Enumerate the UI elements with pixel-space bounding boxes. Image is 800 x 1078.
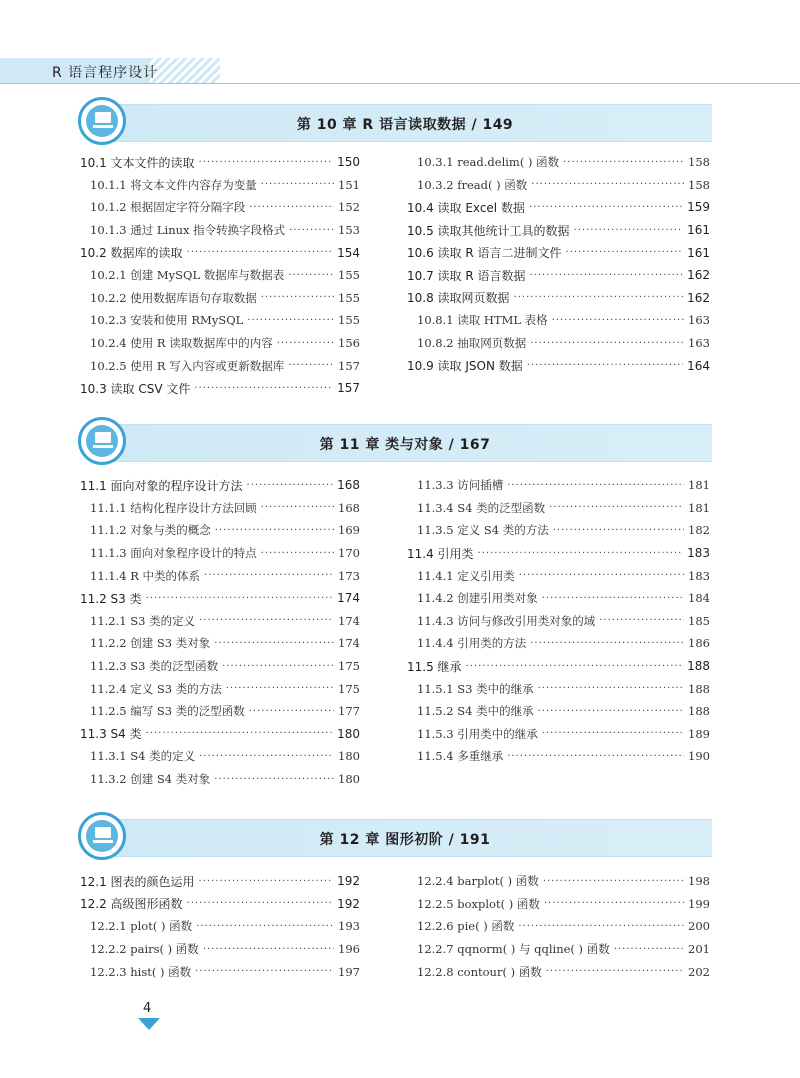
toc-entry	[407, 519, 710, 542]
toc-column-left	[80, 151, 360, 400]
toc-entry-page: 173	[338, 568, 360, 583]
toc-entry-title: 10.2.3 安装和使用 RMySQL	[90, 313, 244, 328]
toc-entry	[407, 354, 710, 377]
dot-leader	[466, 661, 684, 672]
toc-entry	[407, 915, 710, 938]
toc-entry-title: 12.2.3 hist( ) 函数	[90, 964, 192, 979]
dot-leader	[199, 876, 334, 887]
toc-entry-page: 174	[338, 613, 360, 628]
toc-entry-title: 10.1.3 通过 Linux 指令转换字段格式	[90, 223, 286, 238]
dot-leader	[553, 525, 684, 536]
dot-leader	[549, 502, 684, 513]
toc-entry-page: 150	[337, 155, 360, 170]
toc-entry-page: 177	[338, 704, 360, 719]
toc-entry-page: 196	[338, 942, 360, 957]
dot-leader	[146, 593, 333, 604]
toc-entry-title: 11.2.3 S3 类的泛型函数	[90, 659, 219, 674]
toc-entry-page: 189	[688, 726, 710, 741]
toc-entry	[407, 564, 710, 587]
toc-entry-page: 158	[688, 177, 710, 192]
dot-leader	[146, 728, 333, 739]
page-number: 4	[143, 1001, 152, 1016]
toc-entry-page: 157	[337, 381, 360, 396]
toc-entry	[80, 677, 360, 700]
dot-leader	[261, 502, 334, 513]
dot-leader	[261, 179, 334, 190]
dot-leader	[566, 247, 684, 258]
dot-leader	[599, 615, 684, 626]
toc-entry-page: 175	[338, 659, 360, 674]
toc-entry-title: 11.3.5 定义 S4 类的方法	[417, 523, 549, 538]
toc-entry-page: 154	[337, 245, 360, 260]
dot-leader	[195, 966, 334, 977]
computer-icon	[78, 97, 126, 145]
toc-entry-title: 10.3 读取 CSV 文件	[80, 381, 191, 396]
toc-entry	[407, 960, 710, 983]
toc-entry-title: 11.4.4 引用类的方法	[417, 636, 527, 651]
toc-entry-title: 11.4.1 定义引用类	[417, 568, 515, 583]
toc-entry-page: 188	[687, 659, 710, 674]
toc-entry-title: 10.6 读取 R 语言二进制文件	[407, 246, 562, 261]
toc-entry-title: 11.5.2 S4 类中的继承	[417, 704, 534, 719]
toc-entry-title: 12.2.1 plot( ) 函数	[90, 919, 193, 934]
toc-column-right	[407, 474, 710, 768]
dot-leader	[288, 360, 334, 371]
toc-entry	[80, 632, 360, 655]
toc-entry	[80, 564, 360, 587]
toc-entry-title: 10.2.5 使用 R 写入内容或更新数据库	[90, 358, 285, 373]
toc-entry-page: 152	[338, 200, 360, 215]
toc-entry-page: 186	[688, 636, 710, 651]
dot-leader	[199, 157, 334, 168]
dot-leader	[478, 548, 684, 559]
toc-entry-page: 181	[688, 500, 710, 515]
toc-entry-title: 12.2.2 pairs( ) 函数	[90, 942, 199, 957]
dot-leader	[542, 593, 684, 604]
toc-entry-page: 183	[688, 568, 710, 583]
toc-entry-page: 190	[688, 749, 710, 764]
toc-entry-title: 11.1.2 对象与类的概念	[90, 523, 211, 538]
toc-entry-title: 11.1.3 面向对象程序设计的特点	[90, 546, 257, 561]
toc-entry-page: 200	[688, 919, 710, 934]
toc-entry	[80, 264, 360, 287]
dot-leader	[261, 548, 334, 559]
toc-entry-title: 10.1.2 根据固定字符分隔字段	[90, 200, 246, 215]
toc-entry-title: 11.3.1 S4 类的定义	[90, 749, 196, 764]
toc-entry	[80, 174, 360, 197]
chapter-title: 第 10 章 R 语言读取数据 / 149	[296, 117, 514, 133]
toc-entry	[407, 474, 710, 497]
toc-entry	[80, 497, 360, 520]
toc-entry-page: 193	[338, 919, 360, 934]
toc-entry	[80, 196, 360, 219]
dot-leader	[546, 966, 684, 977]
toc-entry-page: 192	[337, 896, 360, 911]
dot-leader	[215, 525, 334, 536]
dot-leader	[552, 315, 684, 326]
toc-entry-title: 10.3.1 read.delim( ) 函数	[417, 155, 560, 170]
dot-leader	[530, 270, 684, 281]
toc-entry-title: 10.2.4 使用 R 读取数据库中的内容	[90, 336, 273, 351]
toc-entry-page: 182	[688, 523, 710, 538]
toc-entry	[80, 655, 360, 678]
toc-entry-page: 197	[338, 964, 360, 979]
toc-entry-title: 10.2 数据库的读取	[80, 246, 183, 261]
toc-entry	[407, 723, 710, 746]
toc-entry	[80, 745, 360, 768]
dot-leader	[538, 706, 684, 717]
toc-entry-title: 11.4.2 创建引用类对象	[417, 591, 538, 606]
toc-entry-title: 11.4 引用类	[407, 546, 474, 561]
dot-leader	[214, 638, 334, 649]
chapter-banner	[98, 424, 712, 462]
toc-entry	[80, 610, 360, 633]
toc-entry-page: 174	[338, 636, 360, 651]
toc-entry	[407, 497, 710, 520]
toc-entry-page: 202	[688, 964, 710, 979]
toc-entry	[80, 960, 360, 983]
toc-column-left	[80, 870, 360, 983]
dot-leader	[507, 480, 684, 491]
toc-entry	[80, 309, 360, 332]
toc-entry	[407, 287, 710, 310]
toc-entry-title: 10.5 读取其他统计工具的数据	[407, 223, 570, 238]
dot-leader	[514, 292, 684, 303]
toc-entry-page: 185	[688, 613, 710, 628]
book-title: R 语言程序设计	[52, 65, 159, 81]
dot-leader	[544, 898, 684, 909]
toc-entry	[80, 542, 360, 565]
toc-entry	[407, 745, 710, 768]
dot-leader	[507, 751, 684, 762]
toc-entry-title: 12.1 图表的颜色运用	[80, 874, 195, 889]
toc-entry-page: 155	[338, 313, 360, 328]
toc-entry-page: 162	[687, 290, 710, 305]
toc-entry-title: 11.5.1 S3 类中的继承	[417, 681, 534, 696]
toc-entry-title: 10.8.2 抽取网页数据	[417, 336, 527, 351]
toc-entry-page: 170	[338, 546, 360, 561]
toc-entry-page: 188	[688, 681, 710, 696]
dot-leader	[199, 751, 334, 762]
toc-entry-page: 180	[338, 749, 360, 764]
toc-entry-page: 157	[338, 358, 360, 373]
toc-entry	[407, 587, 710, 610]
toc-entry	[407, 677, 710, 700]
toc-entry-title: 11.1.1 结构化程序设计方法回顾	[90, 500, 257, 515]
toc-entry-title: 11.1.4 R 中类的体系	[90, 568, 201, 583]
toc-entry	[80, 700, 360, 723]
header-rule	[0, 83, 800, 84]
toc-entry-title: 11.1 面向对象的程序设计方法	[80, 478, 243, 493]
dot-leader	[247, 480, 334, 491]
toc-entry-title: 12.2.7 qqnorm( ) 与 qqline( ) 函数	[417, 942, 610, 957]
toc-entry-title: 10.7 读取 R 语言数据	[407, 268, 526, 283]
toc-entry	[80, 287, 360, 310]
toc-entry-title: 10.1 文本文件的读取	[80, 155, 195, 170]
toc-entry-title: 12.2.6 pie( ) 函数	[417, 919, 515, 934]
toc-entry-title: 11.3 S4 类	[80, 727, 142, 742]
toc-entry	[80, 723, 360, 746]
dot-leader	[214, 774, 334, 785]
toc-entry-page: 180	[337, 726, 360, 741]
toc-entry-title: 12.2.5 boxplot( ) 函数	[417, 896, 540, 911]
toc-entry	[407, 309, 710, 332]
dot-leader	[222, 661, 334, 672]
toc-entry-title: 11.3.3 访问插槽	[417, 478, 504, 493]
toc-entry-page: 169	[338, 523, 360, 538]
dot-leader	[542, 728, 684, 739]
toc-entry	[407, 610, 710, 633]
computer-icon	[78, 417, 126, 465]
chapter-banner	[98, 819, 712, 857]
toc-entry-title: 10.3.2 fread( ) 函数	[417, 177, 528, 192]
toc-entry	[407, 938, 710, 961]
chapter-title: 第 12 章 图形初阶 / 191	[319, 832, 491, 848]
computer-icon	[78, 812, 126, 860]
toc-entry-page: 163	[688, 336, 710, 351]
dot-leader	[574, 225, 684, 236]
toc-entry-title: 11.3.4 S4 类的泛型函数	[417, 500, 546, 515]
toc-entry-page: 174	[337, 591, 360, 606]
toc-entry-page: 181	[688, 478, 710, 493]
toc-entry	[80, 768, 360, 791]
toc-entry-page: 188	[688, 704, 710, 719]
toc-entry-page: 151	[338, 177, 360, 192]
toc-entry	[80, 151, 360, 174]
toc-entry-page: 198	[688, 874, 710, 889]
toc-entry	[407, 700, 710, 723]
toc-entry	[80, 915, 360, 938]
toc-entry-title: 10.2.1 创建 MySQL 数据库与数据表	[90, 268, 285, 283]
toc-entry-page: 168	[338, 500, 360, 515]
toc-entry-title: 10.8.1 读取 HTML 表格	[417, 313, 548, 328]
toc-entry	[407, 174, 710, 197]
dot-leader	[261, 292, 334, 303]
toc-entry-page: 163	[688, 313, 710, 328]
toc-entry-title: 11.2.2 创建 S3 类对象	[90, 636, 211, 651]
toc-entry	[407, 632, 710, 655]
toc-entry-title: 12.2 高级图形函数	[80, 897, 183, 912]
toc-entry	[80, 893, 360, 916]
toc-entry-page: 156	[338, 336, 360, 351]
dot-leader	[529, 202, 683, 213]
toc-entry-title: 11.2 S3 类	[80, 591, 142, 606]
dot-leader	[527, 360, 683, 371]
toc-entry-page: 192	[337, 874, 360, 889]
toc-entry	[80, 938, 360, 961]
dot-leader	[196, 921, 334, 932]
toc-entry-title: 11.5.4 多重继承	[417, 749, 504, 764]
toc-entry-page: 184	[688, 591, 710, 606]
dot-leader	[249, 202, 334, 213]
dot-leader	[187, 247, 334, 258]
toc-entry-page: 201	[688, 942, 710, 957]
toc-entry-page: 155	[338, 290, 360, 305]
dot-leader	[203, 944, 334, 955]
toc-column-right	[407, 151, 710, 377]
toc-entry-page: 153	[338, 223, 360, 238]
toc-entry-title: 11.2.4 定义 S3 类的方法	[90, 681, 222, 696]
toc-entry-title: 11.5.3 引用类中的继承	[417, 726, 538, 741]
toc-column-left	[80, 474, 360, 790]
toc-entry	[407, 241, 710, 264]
toc-entry	[407, 655, 710, 678]
toc-entry-page: 158	[688, 155, 710, 170]
running-header	[0, 58, 800, 84]
toc-entry-title: 10.1.1 将文本文件内容存为变量	[90, 177, 257, 192]
dot-leader	[530, 638, 684, 649]
toc-entry	[407, 219, 710, 242]
toc-column-right	[407, 870, 710, 983]
toc-entry-title: 10.4 读取 Excel 数据	[407, 200, 525, 215]
dot-leader	[530, 338, 684, 349]
toc-entry-title: 11.4.3 访问与修改引用类对象的域	[417, 613, 596, 628]
toc-entry-page: 168	[337, 478, 360, 493]
toc-entry-page: 183	[687, 546, 710, 561]
dot-leader	[543, 876, 684, 887]
toc-entry	[407, 151, 710, 174]
toc-entry-title: 11.3.2 创建 S4 类对象	[90, 772, 211, 787]
dot-leader	[518, 921, 684, 932]
toc-entry	[80, 870, 360, 893]
toc-entry-title: 11.2.1 S3 类的定义	[90, 613, 196, 628]
toc-entry	[80, 219, 360, 242]
toc-entry-title: 11.2.5 编写 S3 类的泛型函数	[90, 704, 245, 719]
dot-leader	[226, 683, 334, 694]
toc-entry	[407, 870, 710, 893]
dot-leader	[204, 570, 334, 581]
toc-entry	[407, 264, 710, 287]
dot-leader	[614, 944, 684, 955]
toc-entry	[80, 474, 360, 497]
dot-leader	[199, 615, 334, 626]
dot-leader	[187, 898, 334, 909]
dot-leader	[531, 179, 684, 190]
dot-leader	[538, 683, 684, 694]
toc-entry-title: 10.8 读取网页数据	[407, 291, 510, 306]
header-stripes	[150, 58, 220, 84]
toc-entry-page: 180	[338, 772, 360, 787]
toc-entry-title: 12.2.4 barplot( ) 函数	[417, 874, 539, 889]
dot-leader	[519, 570, 684, 581]
toc-entry	[80, 519, 360, 542]
toc-entry-page: 159	[687, 200, 710, 215]
page-marker-triangle	[138, 1018, 160, 1030]
toc-entry	[80, 587, 360, 610]
toc-entry-title: 12.2.8 contour( ) 函数	[417, 964, 542, 979]
dot-leader	[277, 338, 334, 349]
chapter-title: 第 11 章 类与对象 / 167	[319, 437, 491, 453]
toc-entry	[407, 542, 710, 565]
toc-entry-page: 161	[687, 223, 710, 238]
toc-entry	[407, 196, 710, 219]
toc-entry	[407, 893, 710, 916]
toc-entry	[407, 332, 710, 355]
toc-entry	[80, 241, 360, 264]
dot-leader	[288, 270, 334, 281]
toc-entry	[80, 377, 360, 400]
toc-entry	[80, 354, 360, 377]
toc-entry	[80, 332, 360, 355]
chapter-banner	[98, 104, 712, 142]
dot-leader	[194, 383, 333, 394]
dot-leader	[289, 225, 334, 236]
toc-entry-page: 199	[688, 896, 710, 911]
toc-entry-title: 10.9 读取 JSON 数据	[407, 359, 523, 374]
dot-leader	[563, 157, 684, 168]
toc-entry-title: 10.2.2 使用数据库语句存取数据	[90, 290, 257, 305]
toc-entry-page: 164	[687, 358, 710, 373]
dot-leader	[247, 315, 334, 326]
toc-entry-page: 155	[338, 268, 360, 283]
dot-leader	[249, 706, 334, 717]
toc-entry-page: 175	[338, 681, 360, 696]
toc-entry-title: 11.5 继承	[407, 659, 462, 674]
toc-entry-page: 161	[687, 245, 710, 260]
toc-entry-page: 162	[687, 268, 710, 283]
